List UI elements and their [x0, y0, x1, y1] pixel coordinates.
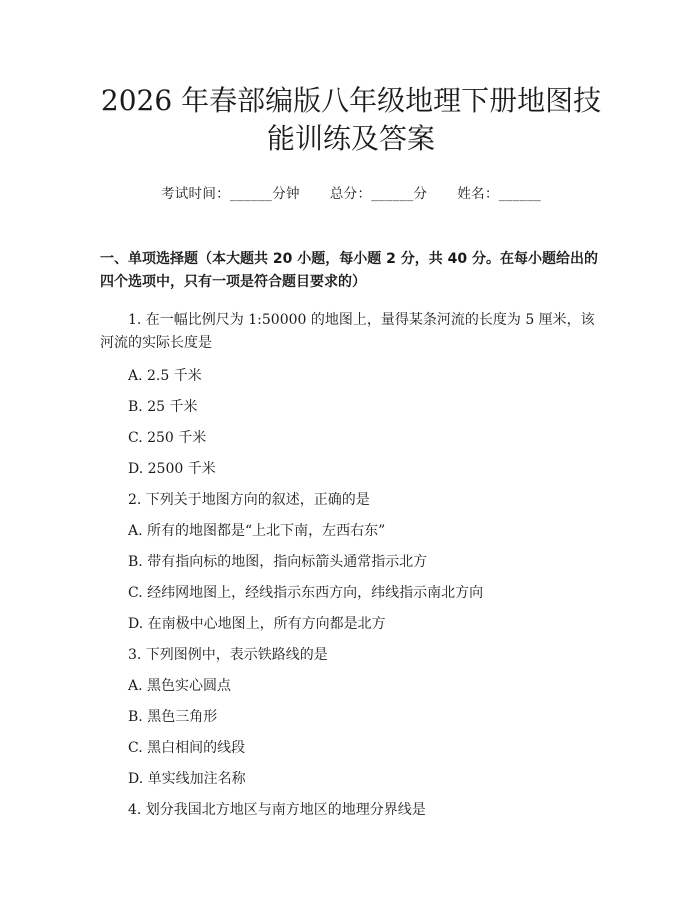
page-title: 2026 年春部编版八年级地理下册地图技能训练及答案 — [100, 84, 602, 155]
question-3-option-b: B. 黑色三角形 — [128, 709, 218, 725]
question-4-stem: 4. 划分我国北方地区与南方地区的地理分界线是 — [128, 802, 426, 818]
question-1-stem: 1. 在一幅比例尺为 1:50000 的地图上，量得某条河流的长度为 5 厘米，该河流的实际长度是 — [100, 312, 595, 351]
section-heading: 一、单项选择题（本大题共 20 小题，每小题 2 分，共 40 分。在每小题给出的四个选项中，只有一项是符合题目要求的） — [100, 251, 598, 290]
question-1-option-d: D. 2500 千米 — [128, 461, 216, 477]
question-3-option-d: D. 单实线加注名称 — [128, 771, 246, 787]
question-3-option-c: C. 黑白相间的线段 — [128, 740, 246, 756]
exam-meta — [100, 182, 602, 202]
question-1-option-b: B. 25 千米 — [128, 399, 198, 415]
question-3-option-a: A. 黑色实心圆点 — [128, 678, 232, 694]
question-2-option-a: A. 所有的地图都是“上北下南，左西右东” — [128, 523, 386, 539]
question-2-option-d: D. 在南极中心地图上，所有方向都是北方 — [128, 616, 386, 632]
student-name: 姓名：______ — [457, 186, 542, 202]
question-3-stem: 3. 下列图例中，表示铁路线的是 — [128, 647, 328, 663]
question-2-option-b: B. 带有指向标的地图，指向标箭头通常指示北方 — [128, 554, 428, 570]
exam-score: 总分：______分 — [329, 186, 428, 202]
question-1-option-a: A. 2.5 千米 — [128, 368, 202, 384]
question-1-option-c: C. 250 千米 — [128, 430, 207, 446]
exam-time: 考试时间：______分钟 — [160, 186, 300, 202]
question-2-stem: 2. 下列关于地图方向的叙述，正确的是 — [128, 492, 370, 508]
question-2-option-c: C. 经纬网地图上，经线指示东西方向，纬线指示南北方向 — [128, 585, 484, 601]
